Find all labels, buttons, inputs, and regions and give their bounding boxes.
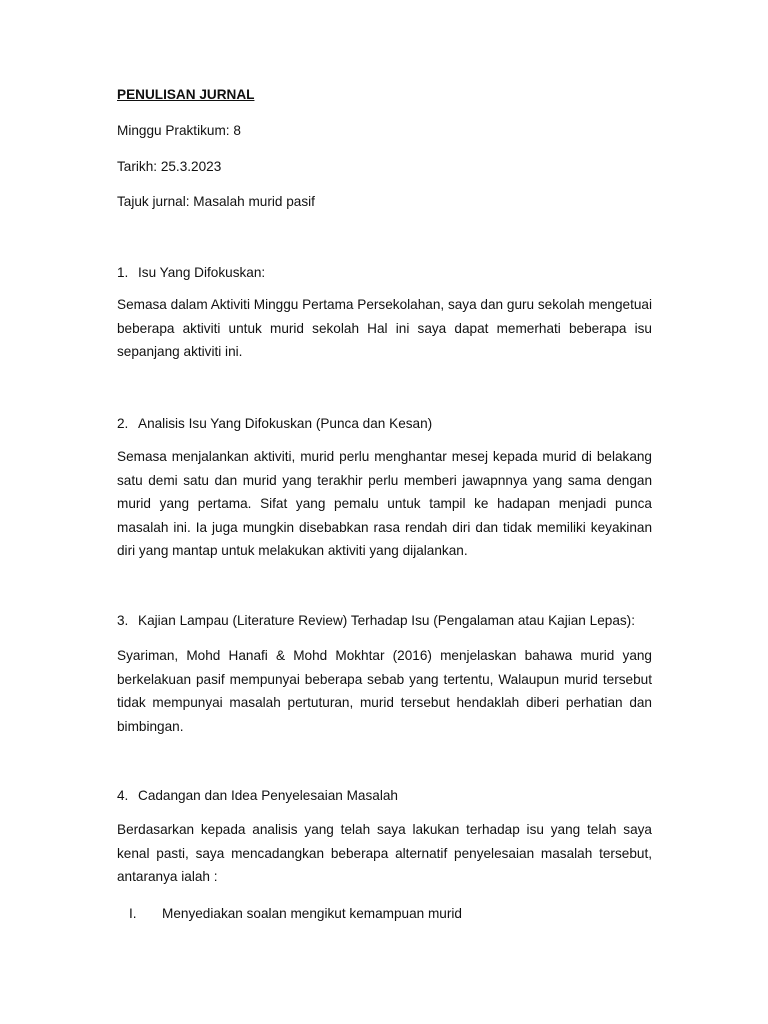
section-3-heading: [117, 612, 635, 629]
section-number: 3.: [117, 613, 129, 628]
section-2-body: Semasa menjalankan aktiviti, murid perlu menghantar mesej kepada murid di belakang satu demi satu dan murid yang terakhir perlu memberi jawapnnya yang sama dengan murid yang pertama. Sifat yang pemalu untuk tampil ke hadapan menjadi punca masalah ini. Ia juga mungkin disebabkan rasa rendah diri dan tidak memiliki keyakinan diri yang mantap untuk melakukan aktiviti yang dijalankan.: [117, 449, 652, 559]
section-4-body: Berdasarkan kepada analisis yang telah saya lakukan terhadap isu yang telah saya kenal pasti, saya mencadangkan beberapa alternatif penyelesaian masalah tersebut, antaranya ialah :: [117, 822, 652, 885]
section-heading-text: Cadangan dan Idea Penyelesaian Masalah: [138, 788, 398, 803]
section-1-body: Semasa dalam Aktiviti Minggu Pertama Persekolahan, saya dan guru sekolah mengetuai beberapa aktiviti untuk murid sekolah Hal ini saya dapat memerhati beberapa isu sepanjang aktiviti ini.: [117, 297, 652, 360]
list-item: [129, 905, 462, 922]
tajuk-jurnal-text: Tajuk jurnal: Masalah murid pasif: [117, 194, 315, 209]
section-number: 4.: [117, 788, 129, 803]
list-item-text: Menyediakan soalan mengikut kemampuan murid: [162, 906, 462, 921]
section-heading-text: Analisis Isu Yang Difokuskan (Punca dan Kesan): [138, 416, 433, 431]
section-number: 2.: [117, 416, 129, 431]
tarikh-text: Tarikh: 25.3.2023: [117, 159, 222, 174]
page-title: PENULISAN JURNAL: [117, 87, 255, 102]
section-3-body: Syariman, Mohd Hanafi & Mohd Mokhtar (2016) menjelaskan bahawa murid yang berkelakuan pasif mempunyai beberapa sebab yang tertentu, Walaupun murid tersebut tidak mempunyai masalah pertuturan, murid tersebut hendaklah diberi perhatian dan bimbingan.: [117, 648, 652, 734]
section-1-heading: [117, 264, 265, 281]
section-heading-text: Isu Yang Difokuskan:: [138, 265, 266, 280]
minggu-praktikum-text: Minggu Praktikum: 8: [117, 123, 241, 138]
section-number: 1.: [117, 265, 129, 280]
section-2-heading: [117, 415, 432, 432]
section-4-heading: [117, 787, 398, 804]
list-marker: I.: [129, 906, 137, 921]
section-heading-text: Kajian Lampau (Literature Review) Terhadap Isu (Pengalaman atau Kajian Lepas):: [138, 613, 635, 628]
